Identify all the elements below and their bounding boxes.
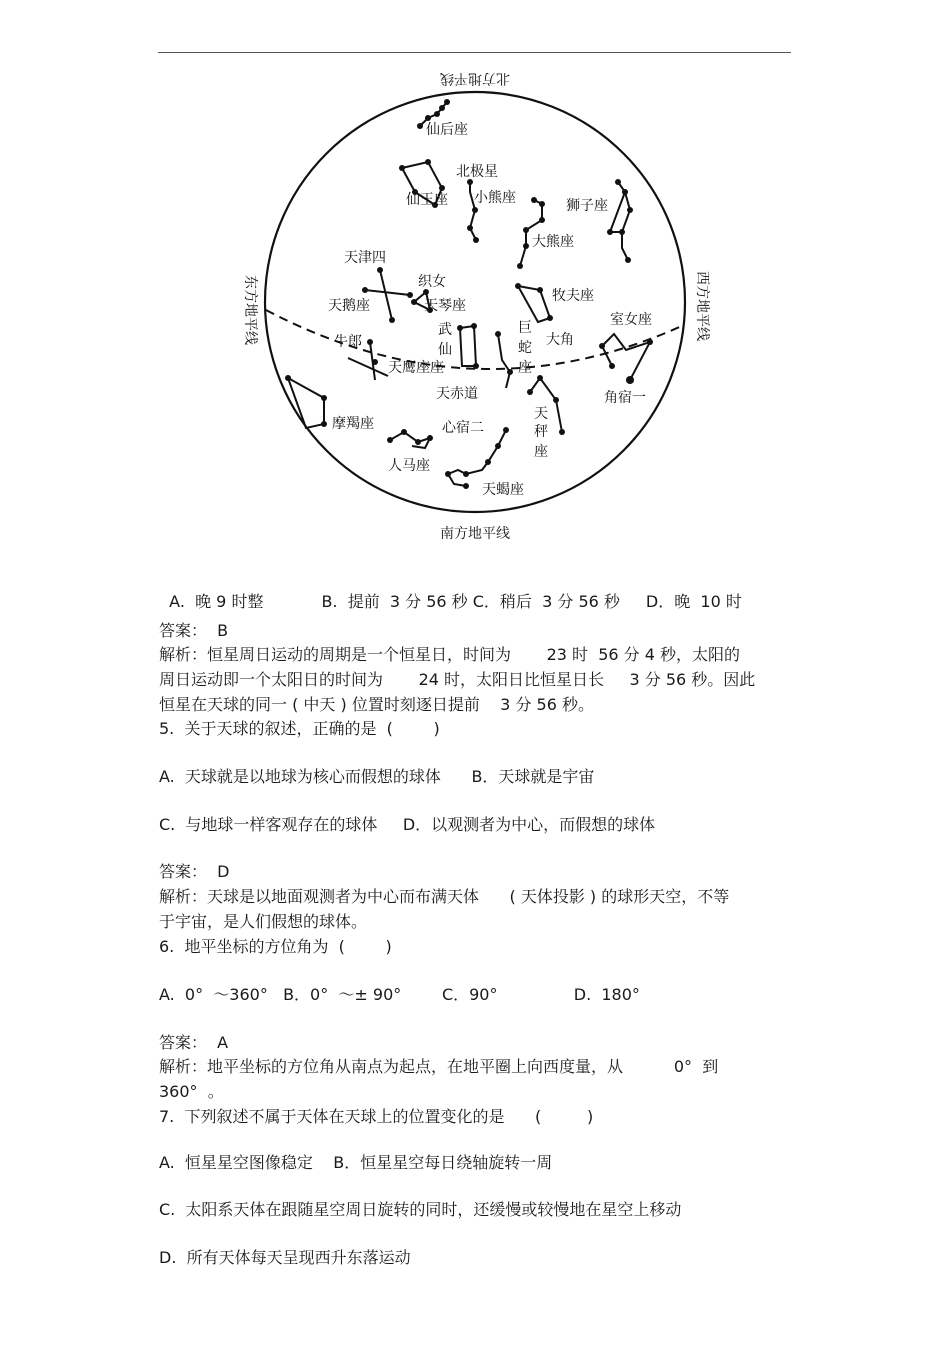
top-rule	[158, 52, 791, 53]
label-spica: 角宿一	[604, 390, 646, 406]
label-lyra: 天琴座	[424, 298, 466, 314]
q5-options-ab: A. 天球就是以地球为核心而假想的球体 B．天球就是宇宙	[159, 767, 595, 786]
west-horizon-label: 西方地平线	[694, 271, 710, 341]
q4-option-d: D．晚 10 时	[645, 592, 742, 611]
label-virgo: 室女座	[610, 312, 652, 328]
label-cygnus: 天鹅座	[328, 298, 370, 314]
label-sagittarius: 人马座	[388, 458, 430, 474]
star-map-diagram	[230, 70, 720, 550]
label-zuo: 座	[518, 360, 532, 376]
label-altair: 牛郎	[334, 334, 362, 350]
label-cheng-zuo: 座	[534, 444, 548, 460]
label-celestial-equator: 天赤道	[436, 386, 478, 402]
q4-analysis-2: 周日运动即一个太阳日的时间为 24 时，太阳日比恒星日长 3 分 56 秒。因此	[159, 670, 756, 689]
north-horizon-label: 北方地平线	[440, 70, 510, 86]
ursa-major-lines	[520, 200, 542, 266]
serpens-lines	[498, 334, 510, 388]
sagittarius-lines	[390, 432, 430, 448]
q4-analysis-3: 恒星在天球的同一 ( 中天 ) 位置时刻逐日提前 3 分 56 秒。	[159, 695, 594, 714]
label-arcturus: 大角	[546, 332, 574, 348]
label-ursa-minor: 小熊座	[474, 190, 516, 206]
label-bootes: 牧夫座	[552, 288, 594, 304]
label-vega: 织女	[418, 274, 446, 290]
label-scorpius: 天蝎座	[482, 482, 524, 498]
capricornus-lines	[288, 378, 324, 428]
label-xian: 仙	[438, 342, 452, 358]
label-cassiopeia: 仙后座	[426, 122, 468, 138]
label-capricornus: 摩羯座	[332, 416, 374, 432]
scorpius-lines	[448, 430, 506, 486]
label-she: 蛇	[518, 340, 532, 356]
bootes-lines	[518, 286, 550, 322]
label-antares: 心宿二	[442, 420, 484, 436]
east-horizon-label: 东方地平线	[242, 275, 258, 345]
q4-options	[159, 572, 742, 612]
label-wu: 武	[438, 322, 452, 338]
q4-answer: 答案： B	[159, 621, 229, 640]
q7-option-c: C. 太阳系天体在跟随星空周日旋转的同时，还缓慢或较慢地在星空上移动	[159, 1200, 682, 1219]
label-cheng: 秤	[534, 424, 548, 440]
label-ju: 巨	[518, 320, 532, 336]
south-horizon-label: 南方地平线	[440, 526, 510, 542]
q7-stem: 7. 下列叙述不属于天体在天球上的位置变化的是 ( )	[159, 1107, 594, 1126]
q5-options-cd: C. 与地球一样客观存在的球体 D．以观测者为中心，而假想的球体	[159, 815, 656, 834]
q6-options: A. 0° ～360° B．0° ～± 90° C．90° D. 180°	[159, 985, 640, 1004]
q6-answer: 答案： A	[159, 1033, 229, 1052]
label-polaris: 北极星	[456, 164, 498, 180]
q6-analysis-1: 解析：地平坐标的方位角从南点为起点，在地平圈上向西度量，从 0° 到	[159, 1057, 719, 1076]
label-deneb: 天津四	[344, 250, 386, 266]
label-leo: 狮子座	[566, 198, 608, 214]
q5-analysis-2: 于宇宙，是人们假想的球体。	[159, 912, 368, 931]
q4-option-a: A. 晚 9 时整	[169, 592, 264, 611]
q6-stem: 6. 地平坐标的方位角为 ( )	[159, 937, 392, 956]
q4-option-bc: B. 提前 3 分 56 秒 C．稍后 3 分 56 秒	[321, 592, 620, 611]
label-cepheus: 仙王座	[406, 192, 448, 208]
label-aquila: 天鹰座座	[388, 360, 444, 376]
q4-analysis-1: 解析：恒星周日运动的周期是一个恒星日，时间为 23 时 56 分 4 秒，太阳的	[159, 645, 741, 664]
q7-option-d: D. 所有天体每天呈现西升东落运动	[159, 1248, 411, 1267]
label-tian: 天	[534, 406, 548, 422]
q7-options-ab: A. 恒星星空图像稳定 B．恒星星空每日绕轴旋转一周	[159, 1153, 553, 1172]
q5-stem: 5. 关于天球的叙述，正确的是 ( )	[159, 719, 440, 738]
q5-answer: 答案： D	[159, 862, 230, 881]
q5-analysis-1: 解析：天球是以地面观测者为中心而布满天体 ( 天体投影 ) 的球形天空，不等	[159, 887, 730, 906]
hercules-lines	[460, 326, 476, 366]
label-ursa-major: 大熊座	[532, 234, 574, 250]
q6-analysis-2: 360° 。	[159, 1082, 224, 1101]
